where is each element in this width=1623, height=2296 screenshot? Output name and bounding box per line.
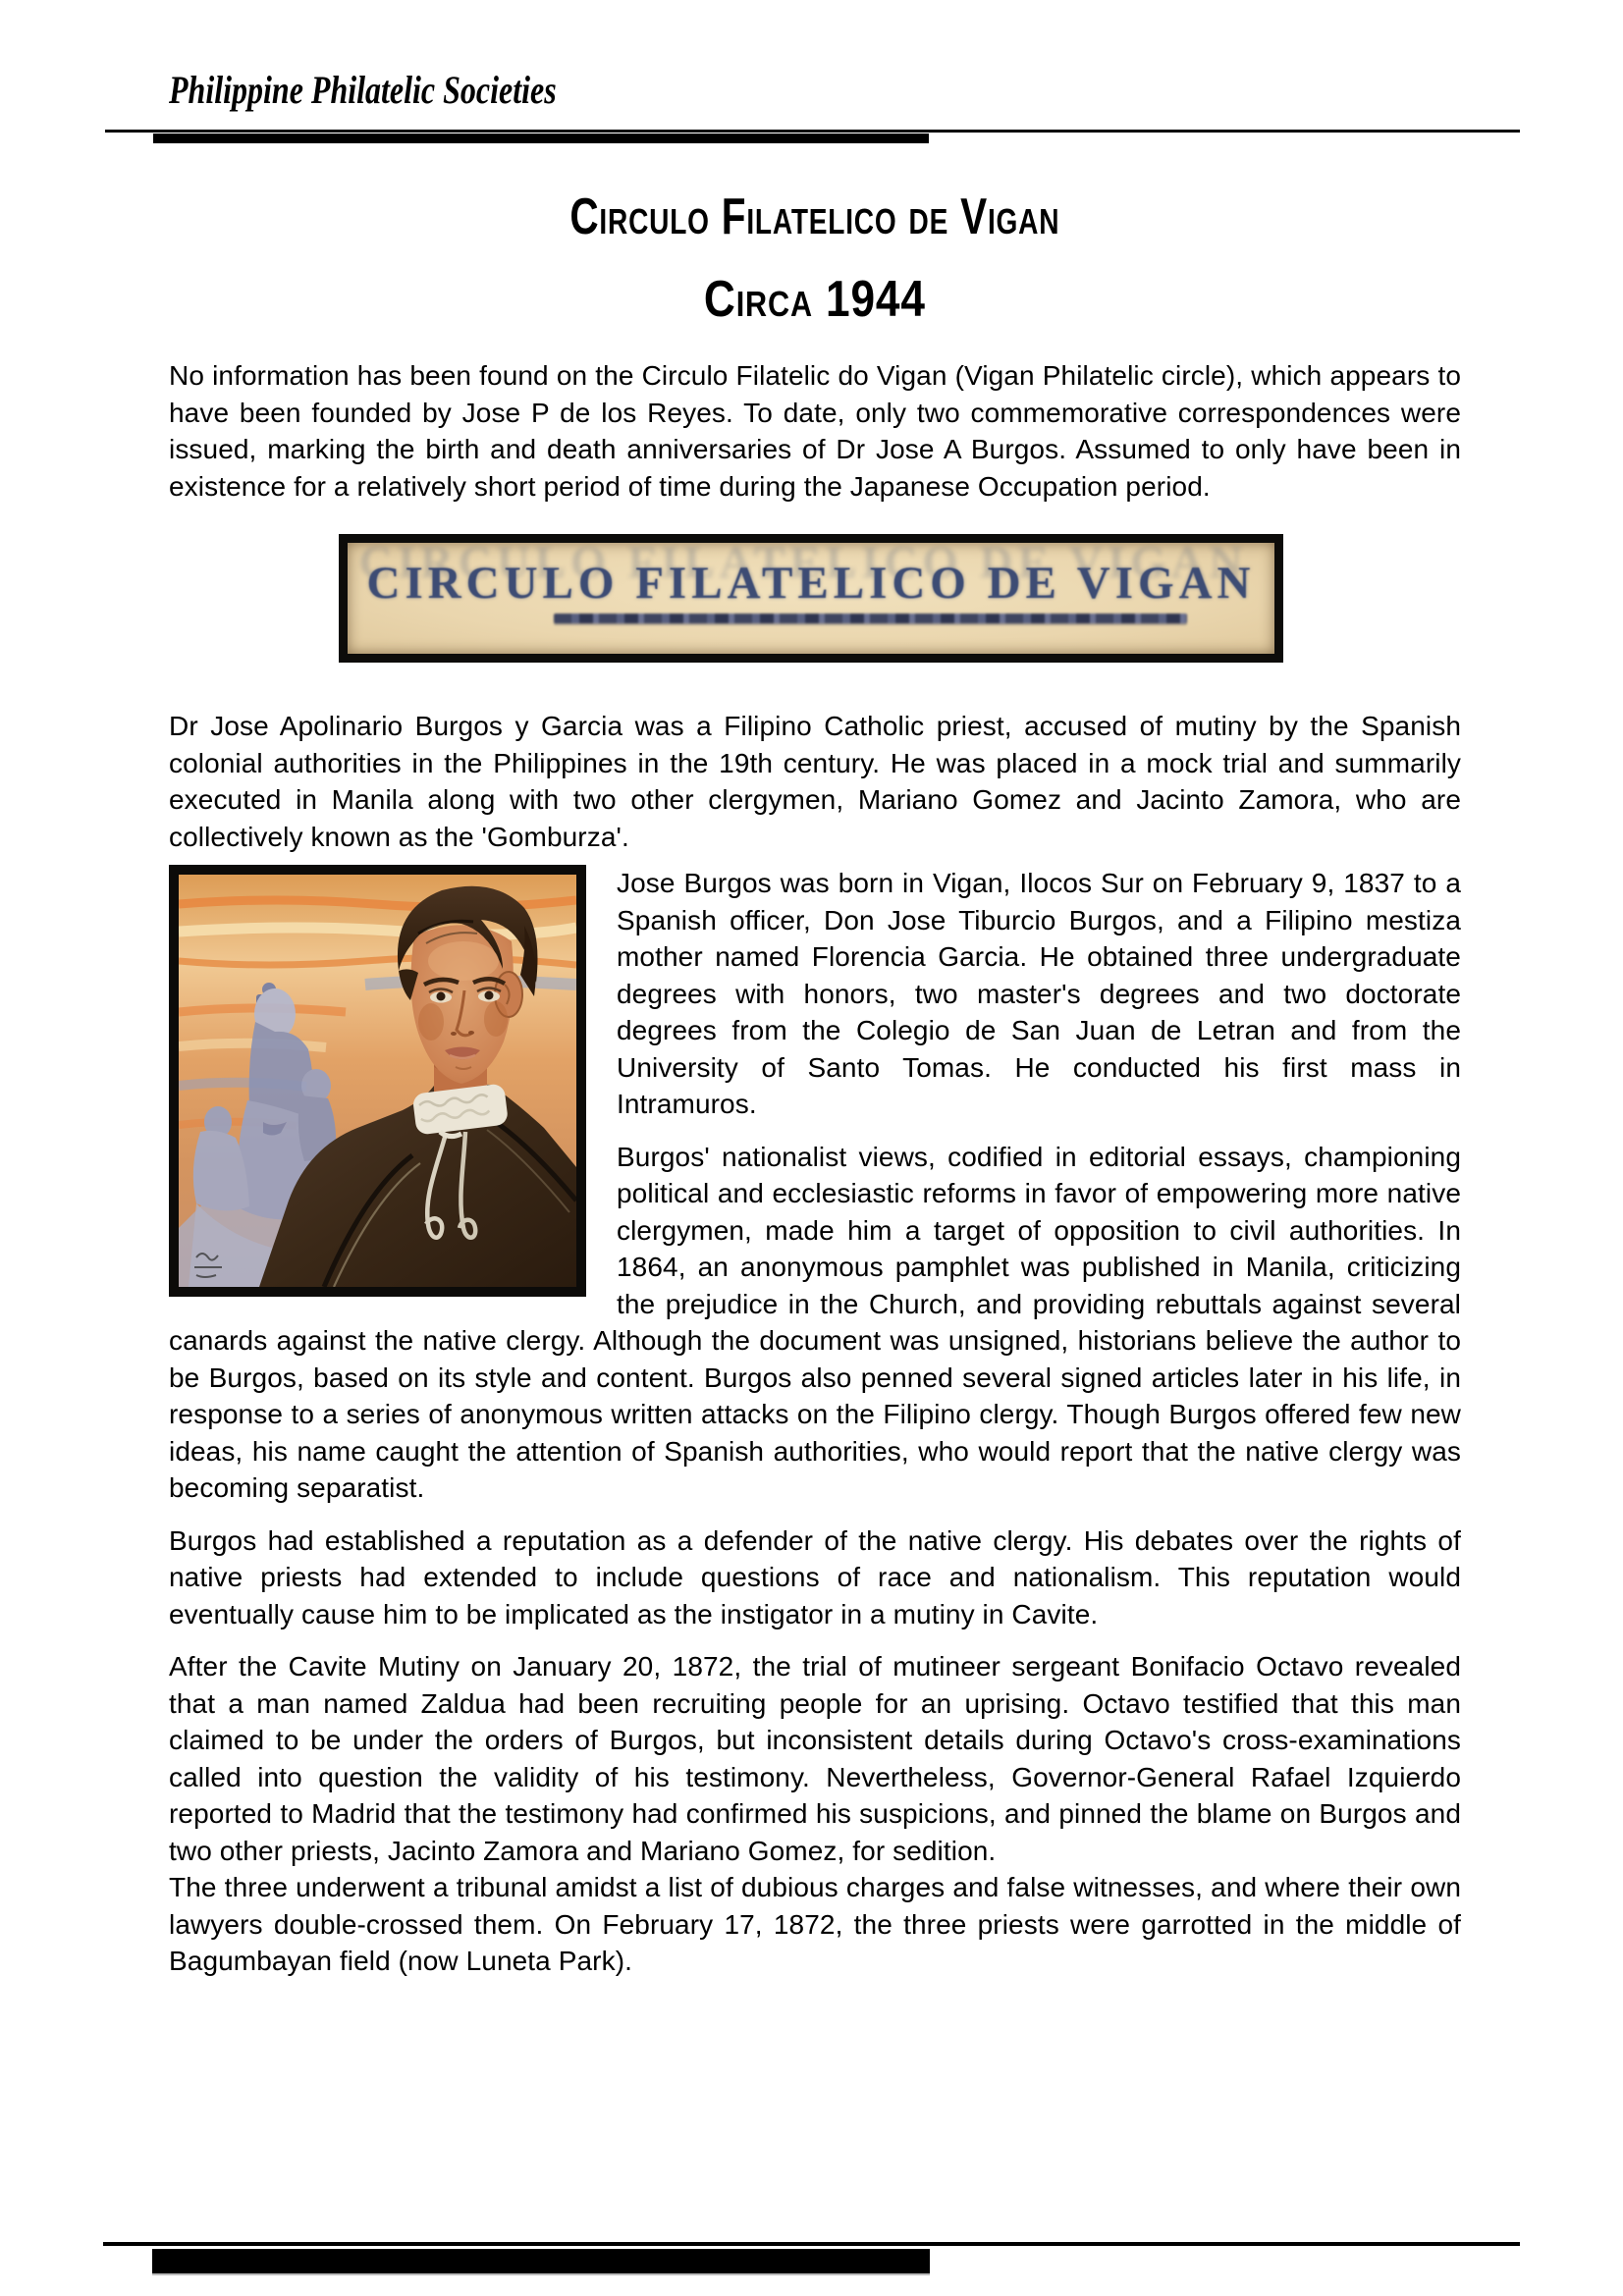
page-subtitle: Circa 1944 bbox=[704, 271, 926, 328]
footer-rule bbox=[103, 2242, 1520, 2273]
burgos-summary-paragraph: Dr Jose Apolinario Burgos y Garcia was a Filipino Catholic priest, accused of mutiny by the Spanish colonial authorities in the Philippines in the 19th century. He was placed in a mock trial and summarily executed in Manila along with two other clergymen, Mariano Gomez and Jacinto Zamora, who are collectively known as the 'Gomburza'. bbox=[169, 711, 1461, 852]
header-rule bbox=[105, 130, 1520, 143]
burgos-views-paragraph: Burgos' nationalist views, codified in editorial essays, championing political and ecclesiastic reforms in favor of empowering more native clergymen, made him a target of opposition to civil authorities. In 1864, an anonymous pamphlet was published in Manila, criticizing the prejudice in the Church, and providing rebuttals against several canards against the native clergy. Although the document was unsigned, historians believe the author to be Burgos, based on its style and content. Burgos also penned several signed articles later in his life, in response to a series of anonymous written attacks on the Filipino clergy. Though Burgos offered few new ideas, his name caught the attention of Spanish authorities, who would report that the native clergy was becoming separatist. bbox=[169, 1141, 1461, 1503]
tribunal-paragraph: The three underwent a tribunal amidst a list of dubious charges and false witnesses, and where their own lawyers double-crossed them. On February 17, 1872, the three priests were garrotted in the middle of Bagumbayan field (now Luneta Park). bbox=[169, 1872, 1461, 1976]
burgos-portrait-painting bbox=[169, 865, 586, 1297]
intro-paragraph: No information has been found on the Circulo Filatelic do Vigan (Vigan Philatelic circle), which appears to have been founded by Jose P de los Reyes. To date, only two commemorative correspondences were issued, marking the birth and death anniversaries of Dr Jose A Burgos. Assumed to only have been in existence for a relatively short period of time during the Japanese Occupation period. bbox=[169, 360, 1461, 502]
portrait-text-wrap bbox=[169, 865, 1461, 1507]
page-title: Circulo Filatelico de Vigan bbox=[569, 188, 1060, 245]
burgos-birth-paragraph: Jose Burgos was born in Vigan, Ilocos Sur on February 9, 1837 to a Spanish officer, Don Jose Tiburcio Burgos, and a Filipino mestiza mother named Florencia Garcia. He obtained three undergraduate degrees with honors, two master's degrees and two doctorate degrees from the Colegio de San Juan de Letran and from the University of Santo Tomas. He conducted his first mass in Intramuros. bbox=[617, 868, 1461, 1119]
society-label-image bbox=[339, 534, 1283, 663]
cavite-mutiny-paragraph: After the Cavite Mutiny on January 20, 1872, the trial of mutineer sergeant Bonifacio Octavo revealed that a man named Zaldua had been recruiting people for an uprising. Octavo testified that this man claimed to be under the orders of Burgos, but inconsistent details during Octavo's cross-examinations called into question the validity of his testimony. Nevertheless, Governor-General Rafael Izquierdo reported to Madrid that the testimony had confirmed his suspicions, and pinned the blame on Burgos and two other priests, Jacinto Zamora and Mariano Gomez, for sedition. bbox=[169, 1651, 1461, 1866]
header-rule-bar bbox=[153, 133, 929, 143]
burgos-portrait-art bbox=[179, 875, 576, 1287]
society-label-smudged-line bbox=[554, 614, 1187, 623]
footer-rule-bar bbox=[152, 2249, 930, 2273]
society-label-text: CIRCULO FILATELICO DE VIGAN bbox=[366, 558, 1256, 609]
running-head-text: Philippine Philatelic Societies bbox=[169, 68, 557, 112]
burgos-reputation-paragraph: Burgos had established a reputation as a defender of the native clergy. His debates over the rights of native priests had extended to include questions of race and nationalism. This reputation would eventually cause him to be implicated as the instigator in a mutiny in Cavite. bbox=[169, 1524, 1461, 1629]
running-head bbox=[169, 69, 1461, 112]
